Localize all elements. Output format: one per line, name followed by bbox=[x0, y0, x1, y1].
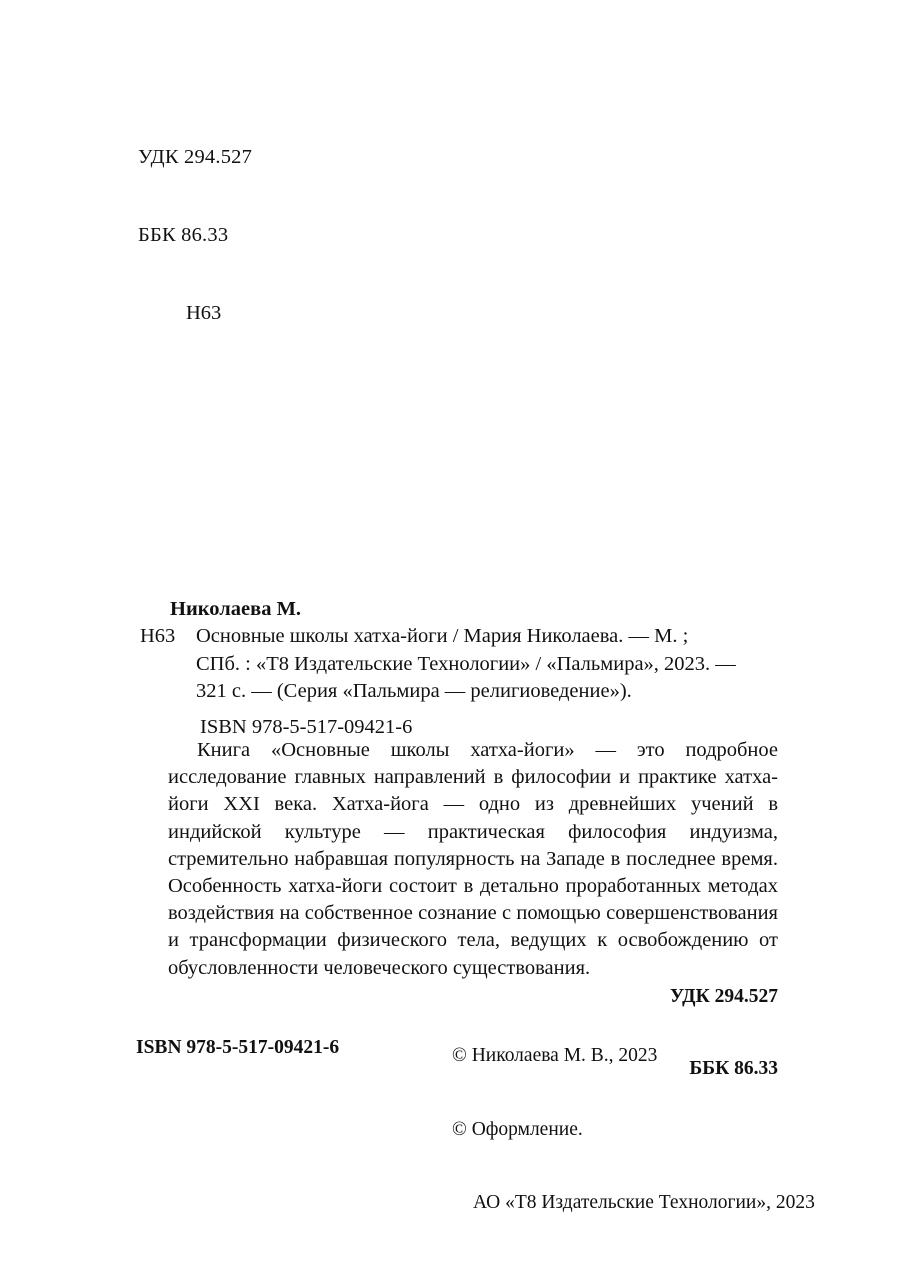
copyright-block bbox=[452, 995, 815, 1265]
record-description-line-1: Основные школы хатха-йоги / Мария Николаева. — М. ; bbox=[196, 625, 689, 647]
record-description-line-2: СПб. : «Т8 Издательские Технологии» / «Пальмира», 2023. — bbox=[196, 652, 736, 675]
copyright-line-publisher: АО «Т8 Издательские Технологии», 2023 bbox=[473, 1192, 815, 1213]
copyright-line-design: © Оформление. bbox=[452, 1118, 583, 1140]
top-classification-block bbox=[138, 92, 252, 378]
record-description-line-3: 321 с. — (Серия «Пальмира — религиоведение»). bbox=[196, 680, 632, 702]
bibliographic-record bbox=[140, 596, 778, 741]
author-sign-top: Н63 bbox=[186, 302, 222, 324]
record-author: Николаева М. bbox=[170, 598, 302, 620]
record-description bbox=[140, 623, 778, 706]
record-author-sign: Н63 bbox=[140, 625, 176, 647]
copyright-line-author: © Николаева М. В., 2023 bbox=[452, 1045, 658, 1066]
udk-code-top: УДК 294.527 bbox=[138, 146, 253, 168]
bbk-code-bottom: ББК 86.33 bbox=[689, 1058, 778, 1079]
isbn-bottom: ISBN 978-5-517-09421-6 bbox=[136, 1037, 340, 1058]
record-isbn: ISBN 978-5-517-09421-6 bbox=[200, 715, 413, 738]
annotation-paragraph: Книга «Основные школы хатха-йоги» — это подробное исследование главных направлений в философии и практике хатха-йоги XXI века. Хатха-йога — одно из древнейших учений в индийской культуре — практическая философия индуизма, стремительно набравшая популярность на Западе в последнее время. Особенность хатха-йоги состоит в детально проработанных методах воздействия на собственное сознание с помощью совершенствования и трансформации физического тела, ведущих к освобождению от обусловленности человеческого существования. bbox=[168, 739, 778, 979]
udk-code-bottom: УДК 294.527 bbox=[669, 986, 778, 1007]
bbk-code-top: ББК 86.33 bbox=[138, 224, 229, 246]
